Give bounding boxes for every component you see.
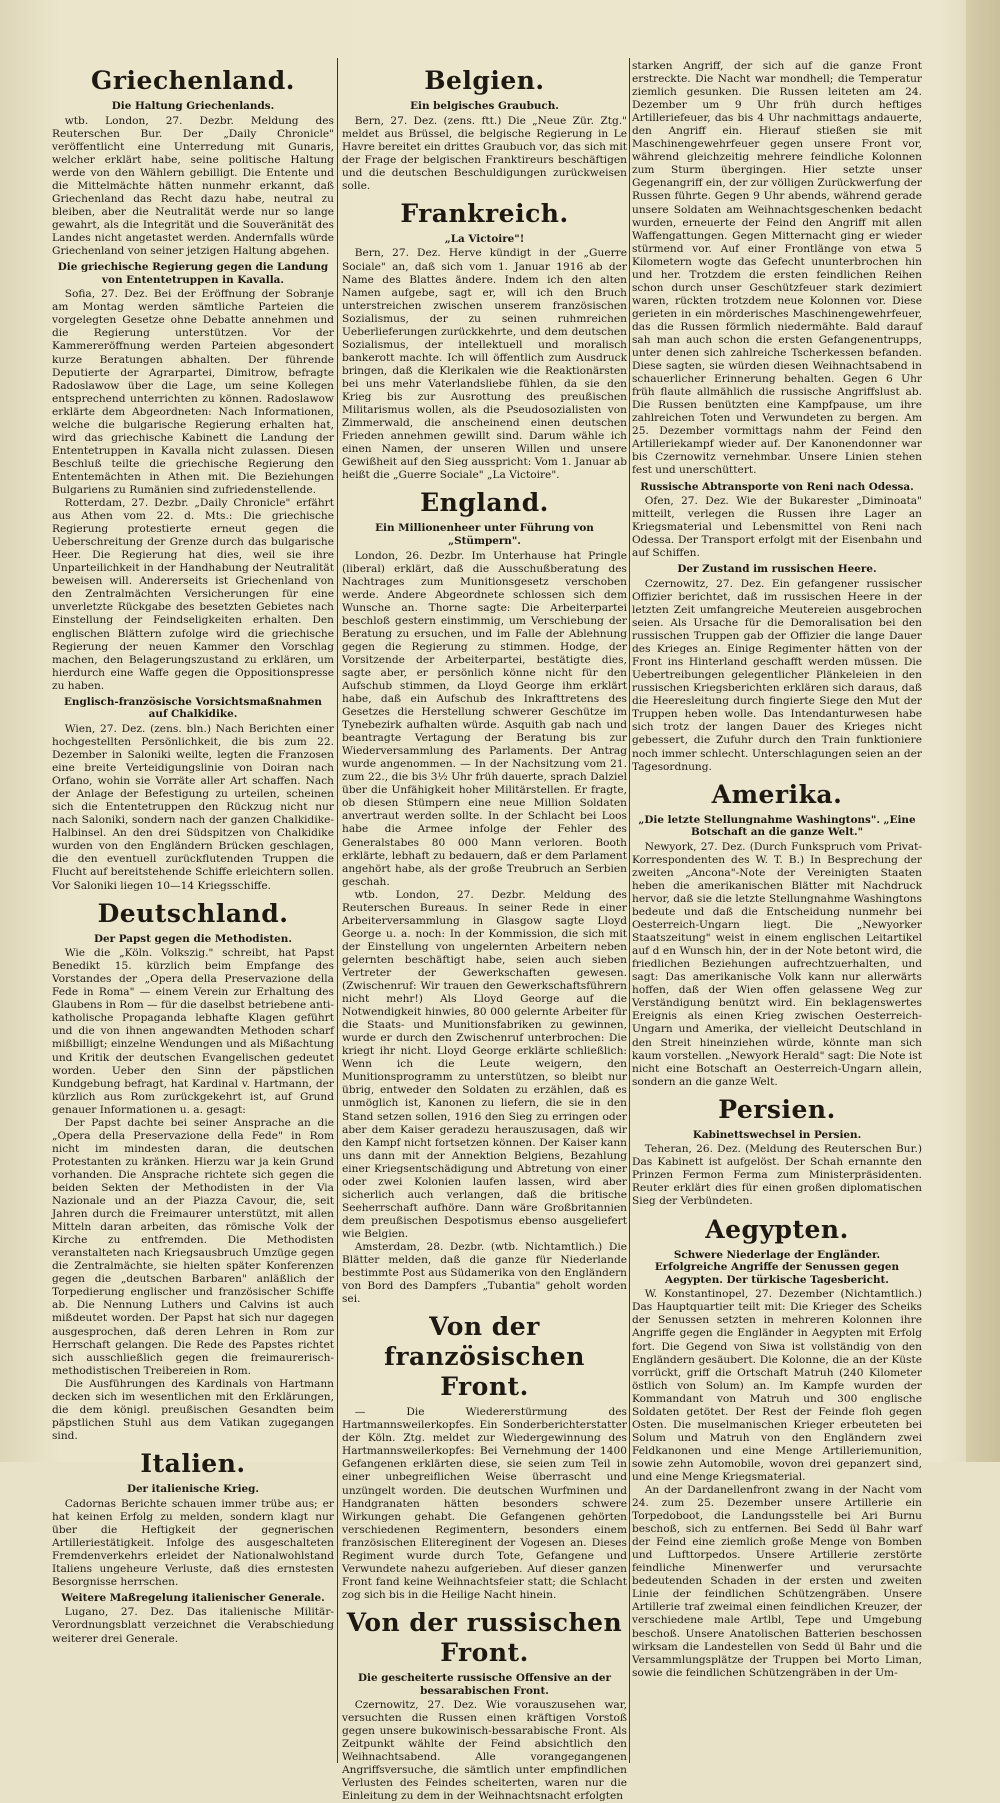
heading-deutschland: Deutschland. [97,898,289,928]
subheading: Die gescheiterte russische Offensive an der bessarabischen Front. [358,1671,611,1697]
heading-england: England. [420,488,549,518]
article-paragraph: W. Konstantinopel, 27. Dezember (Nichtamtlich.) Das Hauptquartier teilt mit: Die Krieger des Scheiks der Senussen setzten in mehreren Kolonnen ihre Angriffe gegen die Engländer in Aegypten mit Erfolg fort. Die Gegend von Siwa ist vollständig von den Engländern gesäubert. Die Kolonne, die an der Küste vorrückt, griff die Ortschaft Matruh (240 Kilometer östlich von Solum) an. Im Kampfe wurden der Kommandant von Matruh und 300 englische Soldaten getötet. Der Rest der Feinde floh gegen Osten. Die muselmanischen Krieger erbeuteten bei Solum und Matruh von den Engländern zwei Feldkanonen und eine Menge Artilleriemunition, sowie zehn Automobile, wovon drei gepanzert sind, und eine Menge Kriegsmaterial. [632,1288,922,1483]
article-paragraph: Sofia, 27. Dez. Bei der Eröffnung der Sobranje am Montag werden sämtliche Parteien die vorgelegten Gesetze ohne Debatte annehmen und die Regierung unterstützen. Vor der Kammereröffnung werden Parteien abgesondert kurze Beratungen abhalten. Der führende Deputierte der Agrarpartei, Dimitrow, befragte Radoslawow über die Lage, um seine Kollegen entsprechend unterrichten zu können. Radoslawow erklärte dem Abgeordneten: Nach Informationen, welche die bulgarische Regierung erhalten hat, wird das griechische Kabinett die Landung der Ententetruppen in Kavalla nicht zulassen. Diesen Beschluß teilte die griechische Regierung den Ententemächten in Athen mit. Die Beziehungen Bulgariens zu Rumänien sind zufriedenstellende. [52,288,334,496]
article-paragraph: Newyork, 27. Dez. (Durch Funkspruch vom Privat-Korrespondenten des W. T. B.) In Besprechung der zweiten „Ancona"-Note der Vereinigten Staaten heben die amerikanischen Blätter mit Nachdruck hervor, daß sie die letzte Stellungnahme Washingtons bedeute und daß die Entscheidung nunmehr bei Oesterreich-Ungarn liegt. Die „Newyorker Staatszeitung" weist in einem englischen Leitartikel auf d en Wunsch hin, der in der Note betont wird, die friedlichen Beziehungen aufrechtzuerhalten, und sagt: Das amerikanische Volk kann nur allerwärts hoffen, daß der Wien offen gelassene Weg zur Verständigung benützt wird. Ein beklagenswertes Ereignis als einen Krieg zwischen Oesterreich-Ungarn und Amerika, der vielleicht Deutschland in den Streit hineinziehen würde, könnte man sich kaum vorstellen. „Newyork Herald" sagt: Die Note ist nicht eine Botschaft an Oesterreich-Ungarn allein, sondern an die ganze Welt. [632,840,922,1088]
page-edge-shadow [966,0,1000,1462]
column-2 [342,60,627,1803]
article-paragraph: Der Papst dachte bei seiner Ansprache an die „Opera della Preservazione della Fede" in Rom nicht im mindesten daran, die deutschen Protestanten zu kränken. Hierzu war ja kein Grund vorhanden. Die Ansprache richtete sich gegen die beiden Sekten der Methodisten in der Via Nazionale und an der Piazza Cavour, die, seit Jahren durch die Freimaurer unterstützt, mit allen Mitteln daran arbeiten, das römische Volk der Kirche zu entfremden. Die Methodisten veranstalteten nach Kriegsausbruch Umzüge gegen die Zentralmächte, sie hielten später Konferenzen gegen die „deutschen Barbaren" anläßlich der Torpedierung englischer und französischer Schiffe ab. Die Nennung Luthers und Calvins ist auch mißdeutet worden. Der Papst hat sich nur dagegen ausgesprochen, daß deren Lehren in Rom zur Herrschaft gelangen. Die Rede des Papstes richtet sich ausschließlich gegen die freimaurerisch-methodistischen Treibereien in Rom. [52,1116,334,1377]
subheading: Ein Millionenheer unter Führung von „Stümpern". [375,522,594,547]
article-paragraph: Teheran, 26. Dez. (Meldung des Reuterschen Bur.) Das Kabinett ist aufgelöst. Der Schah ernannte den Prinzen Fermon Ferma zum Ministerpräsidenten. Reuter erklärt dies für einen großen diplomatischen Sieg der Verbündeten. [632,1143,922,1208]
article-paragraph: starken Angriff, der sich auf die ganze Front erstreckte. Die Nacht war mondhell; die Temperatur ziemlich gesunken. Die Russen leiteten am 24. Dezember um 9 Uhr früh durch heftiges Artilleriefeuer, das bis 4 Uhr nachmittags andauerte, den Angriff ein. Hierauf stießen sie mit Maschinengewehrfeuer gegen unsere Front vor, während gleichzeitig mehrere feindliche Kolonnen zum Sturm übergingen. Hier setzte unser Gegenangriff ein, der zur völligen Zurückwerfung der Russen führte. Gegen 9 Uhr abends, während gerade unsere Soldaten am Weihnachtsgeschenken bedacht wurden, erneuerte der Feind den Angriff mit allen Waffengattungen. Gegen Mitternacht ging er wieder stürmend vor. Auf einer Frontlänge von etwa 5 Kilometern wogte das Gefecht ununterbrochen hin und her. Trotzdem die ersten feindlichen Reihen schon durch unser Geschützfeuer stark dezimiert waren, rückten trotzdem neue Kolonnen vor. Diese gerieten in ein mörderisches Maschinengewehrfeuer, das die Russen förmlich niedermähte. Bald darauf sah man auch schon die ersten Gefangenentrupps, unter denen sich zahlreiche Tscherkessen befanden. Diese sagten, sie würden diesen Weihnachtsabend in schauerlicher Erinnerung behalten. Gegen 6 Uhr früh flaute allmählich die russische Angriffslust ab. Die Russen benützten eine Kampfpause, um ihre zahlreichen Toten und Verwundeten zu bergen. Am 25. Dezember vormittags nahm der Feind den Artilleriekampf wieder auf. Der Kanonendonner war bis Czernowitz vernehmbar. Unsere Linien stehen fest und unerschüttert. [632,60,922,477]
article-paragraph: wtb. London, 27. Dezbr. Meldung des Reuterschen Bureaus. In seiner Rede in einer Arbeiterversammlung in Glasgow sagte Lloyd George u. a. noch: In der Kommission, die sich mit der Einstellung von ungelernten Arbeitern neben gelernten beschäftigt habe, seien auch sieben Vertreter der Gewerkschaften gewesen. (Zwischenruf: Wir trauen den Gewerkschaftsführern nicht mehr!) Als Lloyd George auf die Notwendigkeit hinwies, 80 000 gelernte Arbeiter für die Staats- und Munitionsfabriken zu gewinnen, wurde er durch den Zwischenruf unterbrochen: Die kriegt ihr nicht. Lloyd George erklärte schließlich: Wenn ich die Leute weigern, den Munitionsprogramm zu unterstützen, so bleibt nur übrig, entweder den Soldaten zu erzählen, daß es unmöglich ist, Kanonen zu liefern, die sie in den Stand setzen sollen, 1916 den Sieg zu erringen oder aber dem Kaiser geradezu herauszusagen, daß wir den Kampf nicht fortsetzen können. Der Kaiser kann uns dann mit der Annektion Belgiens, Bezahlung einer Kriegsentschädigung und Abtretung von einer oder zwei Kolonien laufen lassen, wird aber sicherlich auch verlangen, daß die britische Seeherrschaft aufhöre. Dann wäre Großbritannien dem preußischen Despotismus ebenso ausgeliefert wie Belgien. [342,888,627,1240]
article-paragraph: Czernowitz, 27. Dez. Ein gefangener russischer Offizier berichtet, daß im russischen Heere in der letzten Zeit umfangreiche Meutereien ausgebrochen seien. Als Ursache für die Demoralisation bei den russischen Truppen gab der Offizier die lange Dauer des Krieges an. Einige Regimenter hätten von der Front ins Hinterland geschafft werden müssen. Die Uebertreibungen gelegentlicher Plänkeleien in den russischen Kriegsberichten erklären sich daraus, daß die Heeresleitung durch fingierte Siege den Mut der Truppen heben wolle. Das Intendanturwesen habe sich trotz der langen Dauer des Krieges nicht gebessert, die Zufuhr durch den Train funktioniere noch immer schlecht. Unterschlagungen seien an der Tagesordnung. [632,577,922,773]
article-paragraph: Wie die „Köln. Volkszig." schreibt, hat Papst Benedikt 15. kürzlich beim Empfange des Vorstandes der „Opera della Preservazione della Fede in Roma" — einem Verein zur Erhaltung des Glaubens in Rom — für die daselbst betriebene anti-katholische Propaganda lebhafte Klagen geführt und die von ihnen angewandten Methoden scharf mißbilligt; einzelne Wendungen und als Mißachtung und Kritik der deutschen Evangelischen gedeutet worden. Ueber den Sinn der päpstlichen Kundgebung befragt, hat Kardinal v. Hartmann, der kürzlich aus Rom zurückgekehrt ist, auf Grund genauer Informationen u. a. gesagt: [52,947,334,1116]
column-rule-1 [337,58,338,1763]
article-paragraph: Czernowitz, 27. Dez. Wie vorauszusehen war, versuchten die Russen einen kräftigen Vorstoß gegen unsere bukowinisch-bessarabische Front. Als Zeitpunkt wählte der Feind absichtlich den Weihnachtsabend. Alle vorangegangenen Angriffsversuche, die sämtlich unter empfindlichen Verlusten des Feindes scheiterten, waren nur die Einleitung zu dem in der Weihnachtsnacht erfolgten [342,1699,627,1803]
article-paragraph: wtb. London, 27. Dezbr. Meldung des Reuterschen Bur. Der „Daily Chronicle" veröffentlicht eine Unterredung mit Gunaris, welcher erklärt habe, seine politische Haltung werde von den Wählern gebilligt. Die Entente und die Mittelmächte hätten nunmehr erkannt, daß Griechenland das Recht dazu habe, neutral zu bleiben, aber die Neutralität werde nur so lange gewahrt, als die Integrität und die Souveränität des Landes nicht angetastet werden. Andernfalls würde Griechenland von seiner jetzigen Haltung abgehen. [52,114,334,258]
article-paragraph: Bern, 27. Dez. Herve kündigt in der „Guerre Sociale" an, daß sich vom 1. Januar 1916 ab der Name des Blattes ändere. Indem ich den alten Namen aufgebe, sagt er, will ich den Bruch unterstreichen zwischen unserem französischen Sozialismus, der zu seinen ruhmreichen Ueberlieferungen zurückkehrte, und dem deutschen Sozialismus, der intellektuell und moralisch bankerott machte. Ich will öffentlich zum Ausdruck bringen, daß die Klerikalen wie die Reaktionärsten bei uns mehr Vaterlandsliebe fühlen, da sie den Krieg bis zur Ausrottung des preußischen Militarismus wollen, als die Pseudosozialisten von Zimmerwald, die anscheinend einen deutschen Frieden annehmen gewillt sind. Darum wähle ich einen Namen, der unseren Willen und unsere Gewißheit auf den Sieg ausspricht: Vom 1. Januar ab heißt die „Guerre Sociale" „La Victoire". [342,247,627,482]
subheading: Ein belgisches Graubuch. [410,100,559,112]
heading-amerika: Amerika. [711,779,843,809]
heading-frankreich: Frankreich. [400,198,569,228]
subheading: Der Papst gegen die Methodisten. [94,932,292,945]
article-paragraph: Bern, 27. Dez. (zens. ftt.) Die „Neue Zür. Ztg." meldet aus Brüssel, die belgische Regierung in Le Havre bereitet ein drittes Graubuch vor, das sich mit der Frage der belgischen Franktireurs beschäftigen und die deutschen Beschuldigungen zurückweisen solle. [342,114,627,192]
subheading: „La Victoire"! [444,232,525,245]
column-rule-2 [629,58,630,1763]
heading-franzoesische-front: Von der französischen Front. [384,1312,585,1402]
subheading: „Die letzte Stellungnahme Washingtons". „Eine Botschaft an die ganze Welt." [638,813,916,839]
article-paragraph: Rotterdam, 27. Dezbr. „Daily Chronicle" erfährt aus Athen vom 22. d. Mts.: Die griechische Regierung protestierte erneut gegen die Ueberschreitung der Grenze durch das bulgarische Heer. Die Regierung hat dies, weil sie ihre Unparteilichkeit in der Handhabung der Neutralität beweisen will. Andererseits ist Griechenland von den Zentralmächten Versicherungen für eine unverletzte Rückgabe des besetzten Gebietes nach Einstellung der Feindseligkeiten erhalten. Den englischen Blättern zufolge wird die griechische Regierung der neuen Kammer den Vorschlag machen, den Belagerungszustand zu erklären, um hierdurch eine Waffe gegen die Oppositionspresse zu haben. [52,497,334,692]
article-paragraph: — Die Wiedererstürmung des Hartmannsweilerkopfes. Ein Sonderberichterstatter der Köln. Ztg. meldet zur Wiedergewinnung des Hartmannsweilerkopfes: Bei Vernehmung der 1400 Gefangenen erklärten diese, sie seien zum Teil in einer unbegreiflichen Weise überrascht und unzüngelt worden. Die deutschen Wurfminen und Handgranaten hätten besonders schwere Wirkungen gehabt. Die Gefangenen gehörten verschiedenen Regimentern, besonders einem französischen Elitereginent der Vogesen an. Dieses Regiment wurde durch Tote, Gefangene und Verwundete nahezu aufgerieben. Auf dieser ganzen Front fand keine Weihnachtsfeier statt; die Schlacht zog sich bis in die Heilige Nacht hinein. [342,1406,627,1601]
article-paragraph: Die Ausführungen des Kardinals von Hartmann decken sich im wesentlichen mit den Erklärungen, die dem königl. preußischen Gesandten beim päpstlichen Stuhl aus dem Vatikan zugegangen sind. [52,1377,334,1442]
subheading: Die Haltung Griechenlands. [111,100,275,112]
heading-italien: Italien. [140,1448,246,1478]
article-paragraph: Cadornas Berichte schauen immer trübe aus; er hat keinen Erfolg zu melden, sondern klagt nur über die Heftigkeit der gegnerischen Artilleriestätigkeit. Infolge des ausgeschalteten Fremdenverkehrs erleidet der Nationalwohlstand Italiens ungeheure Verluste, daß dies ernstesten Besorgnisse herrschen. [52,1497,334,1588]
subheading: Der italienische Krieg. [126,1482,260,1495]
heading-russische-front: Von der russischen Front. [346,1607,623,1667]
subheading: Kabinettswechsel in Persien. [692,1128,862,1141]
heading-persien: Persien. [718,1094,836,1124]
subheading: Schwere Niederlage der Engländer. Erfolgreiche Angriffe der Senussen gegen Aegypten. Der türkische Tagesbericht. [654,1248,900,1286]
article-paragraph: Lugano, 27. Dez. Das italienische Militär-Verordnungsblatt verzeichnet die Verabschiedung weiterer drei Generale. [52,1606,334,1645]
article-paragraph: An der Dardanellenfront zwang in der Nacht vom 24. zum 25. Dezember unsere Artillerie ein Torpedoboot, die Landungsstelle bei Ari Burnu beschoß, sich zu entfernen. Bei Sedd ül Bahr warf der Feind eine ziemlich große Menge von Bomben und Lufttorpedos. Unsere Artillerie zerstörte feindliche Minenwerfer und verursachte bedeutenden Schaden in der ersten und zweiten Linie der feindlichen Schützengräben. Unsere Artillerie traf zweimal einen feindlichen Kreuzer, der verschiedene male Artlbl, Tepe und Umgebung beschoß. Unsere Anatolischen Batterien beschossen wirksam die Landestellen von Sedd ül Bahr und die Versammlungsplätze der Truppen bei Morto Liman, sowie die feindlichen Schützengräben in der Um- [632,1484,922,1679]
column-3 [632,60,922,1763]
subheading: Die griechische Regierung gegen die Landung von Ententetruppen in Kavalla. [57,261,329,286]
heading-belgien: Belgien. [424,66,545,95]
subheading: Weitere Maßregelung italienischer Generale. [61,1591,325,1604]
article-paragraph: Ofen, 27. Dez. Wie der Bukarester „Diminoata" mitteilt, verlegen die Russen ihre Lager an Kriegsmaterial und Lebensmittel von Reni nach Odessa. Der Transport erfolgt mit der Eisenbahn und auf Schiffen. [632,495,922,560]
subheading: Der Zustand im russischen Heere. [677,563,877,576]
article-paragraph: Wien, 27. Dez. (zens. bln.) Nach Berichten einer hochgestellten Persönlichkeit, die bis zum 22. Dezember in Saloniki weilte, legten die Franzosen eine breite Verteidigungslinie von Doiran nach Orfano, wohin sie Vorräte aller Art schaffen. Nach der Anlage der Befestigung zu urteilen, scheinen sich die Ententetruppen den Rückzug nicht nur nach Saloniki, sondern nach der ganzen Chalkidike-Halbinsel. An den drei Südspitzen von Chalkidike wurden von den Engländern Brücken geschlagen, die den eventuell zurückflutenden Truppen die Flucht auf bereitstehende Schiffe erleichtern sollen. Vor Saloniki liegen 10—14 Kriegsschiffe. [52,722,334,892]
heading-aegypten: Aegypten. [705,1214,849,1244]
column-1 [52,60,334,1763]
article-paragraph: London, 26. Dezbr. Im Unterhause hat Pringle (liberal) erklärt, daß die Ausschußberatung des Nachtrages zum Munitionsgesetz verschoben werde. Andere Abgeordnete schlossen sich dem Wunsche an. Thorne sagte: Die Arbeiterpartei beschloß gestern einstimmig, um Verschiebung der Beratung zu ersuchen, und im Falle der Ablehnung gegen die Regierung zu stimmen. Hodge, der Vorsitzende der Arbeiterpartei, bestätigte dies, sagte aber, er persönlich könne nicht für den Aufschub stimmen, da Lloyd George ihm erklärt habe, daß ein Aufschub des Inkrafttretens des Gesetzes die Herstellung schwerer Geschütze im Tynebezirk aufhalten würde. Asquith gab nach und beantragte Vertagung der Beratung bis zur Wiederversammlung des Parlaments. Der Antrag wurde angenommen. — In der Nachsitzung vom 21. zum 22., die bis 3½ Uhr früh dauerte, sprach Dalziel über die Unfähigkeit hoher Militärstellen. Er fragte, ob diesen Stümpern eine neue Million Soldaten anvertraut werden sollte. In der Schlacht bei Loos habe die Armee infolge der Fehler des Generalstabes 80 000 Mann verloren. Booth erklärte, lebhaft zu bedauern, daß er dem Parlament angehört habe, als der große Treubruch an Serbien geschah. [342,549,627,888]
article-paragraph: Amsterdam, 28. Dezbr. (wtb. Nichtamtlich.) Die Blätter melden, daß die ganze für Niederlande bestimmte Post aus Südamerika von den Engländern von Bord des Dampfers „Tubantia" geholt worden sei. [342,1240,627,1306]
heading-griechenland: Griechenland. [91,66,295,95]
subheading: Russische Abtransporte von Reni nach Odessa. [640,480,914,493]
subheading: Englisch-französische Vorsichtsmaßnahmen auf Chalkidike. [64,695,322,721]
